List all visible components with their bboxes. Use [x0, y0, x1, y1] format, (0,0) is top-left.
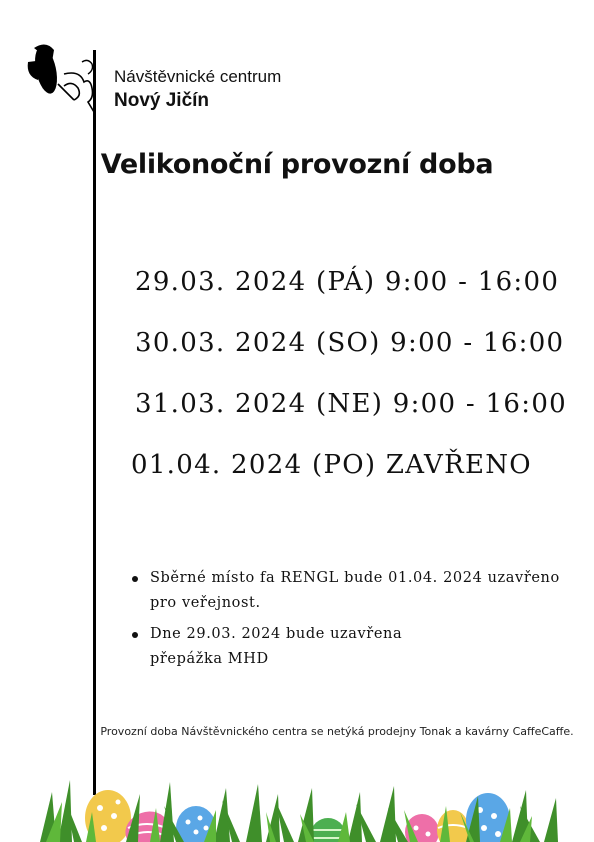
list-item [130, 622, 580, 672]
chimney-hat-icon [24, 40, 98, 116]
org-name: Návštěvnické centrum [114, 67, 282, 86]
list-item [130, 566, 580, 616]
bullet-icon [132, 632, 138, 638]
footnote: Provozní doba Návštěvnického centra se netýká prodejny Tonak a kavárny CaffeCaffe. [100, 725, 574, 738]
note-line: Dne 29.03. 2024 bude uzavřena [150, 626, 403, 642]
bullet-icon [132, 576, 138, 582]
note-line: Sběrné místo fa RENGL bude 01.04. 2024 uzavřeno [150, 570, 560, 586]
hours-row: 31.03. 2024 (NE) 9:00 - 16:00 [135, 389, 568, 419]
org-city: Nový Jičín [114, 90, 210, 111]
page-title: Velikonoční provozní doba [100, 149, 494, 180]
notes-list [130, 566, 580, 678]
note-line: přepážka MHD [150, 651, 269, 667]
note-line: pro veřejnost. [150, 595, 261, 611]
hours-row: 30.03. 2024 (SO) 9:00 - 16:00 [135, 328, 565, 358]
hours-row: 01.04. 2024 (PO) ZAVŘENO [131, 450, 532, 480]
easter-eggs-in-grass-icon [0, 772, 594, 842]
hours-row: 29.03. 2024 (PÁ) 9:00 - 16:00 [135, 267, 560, 297]
